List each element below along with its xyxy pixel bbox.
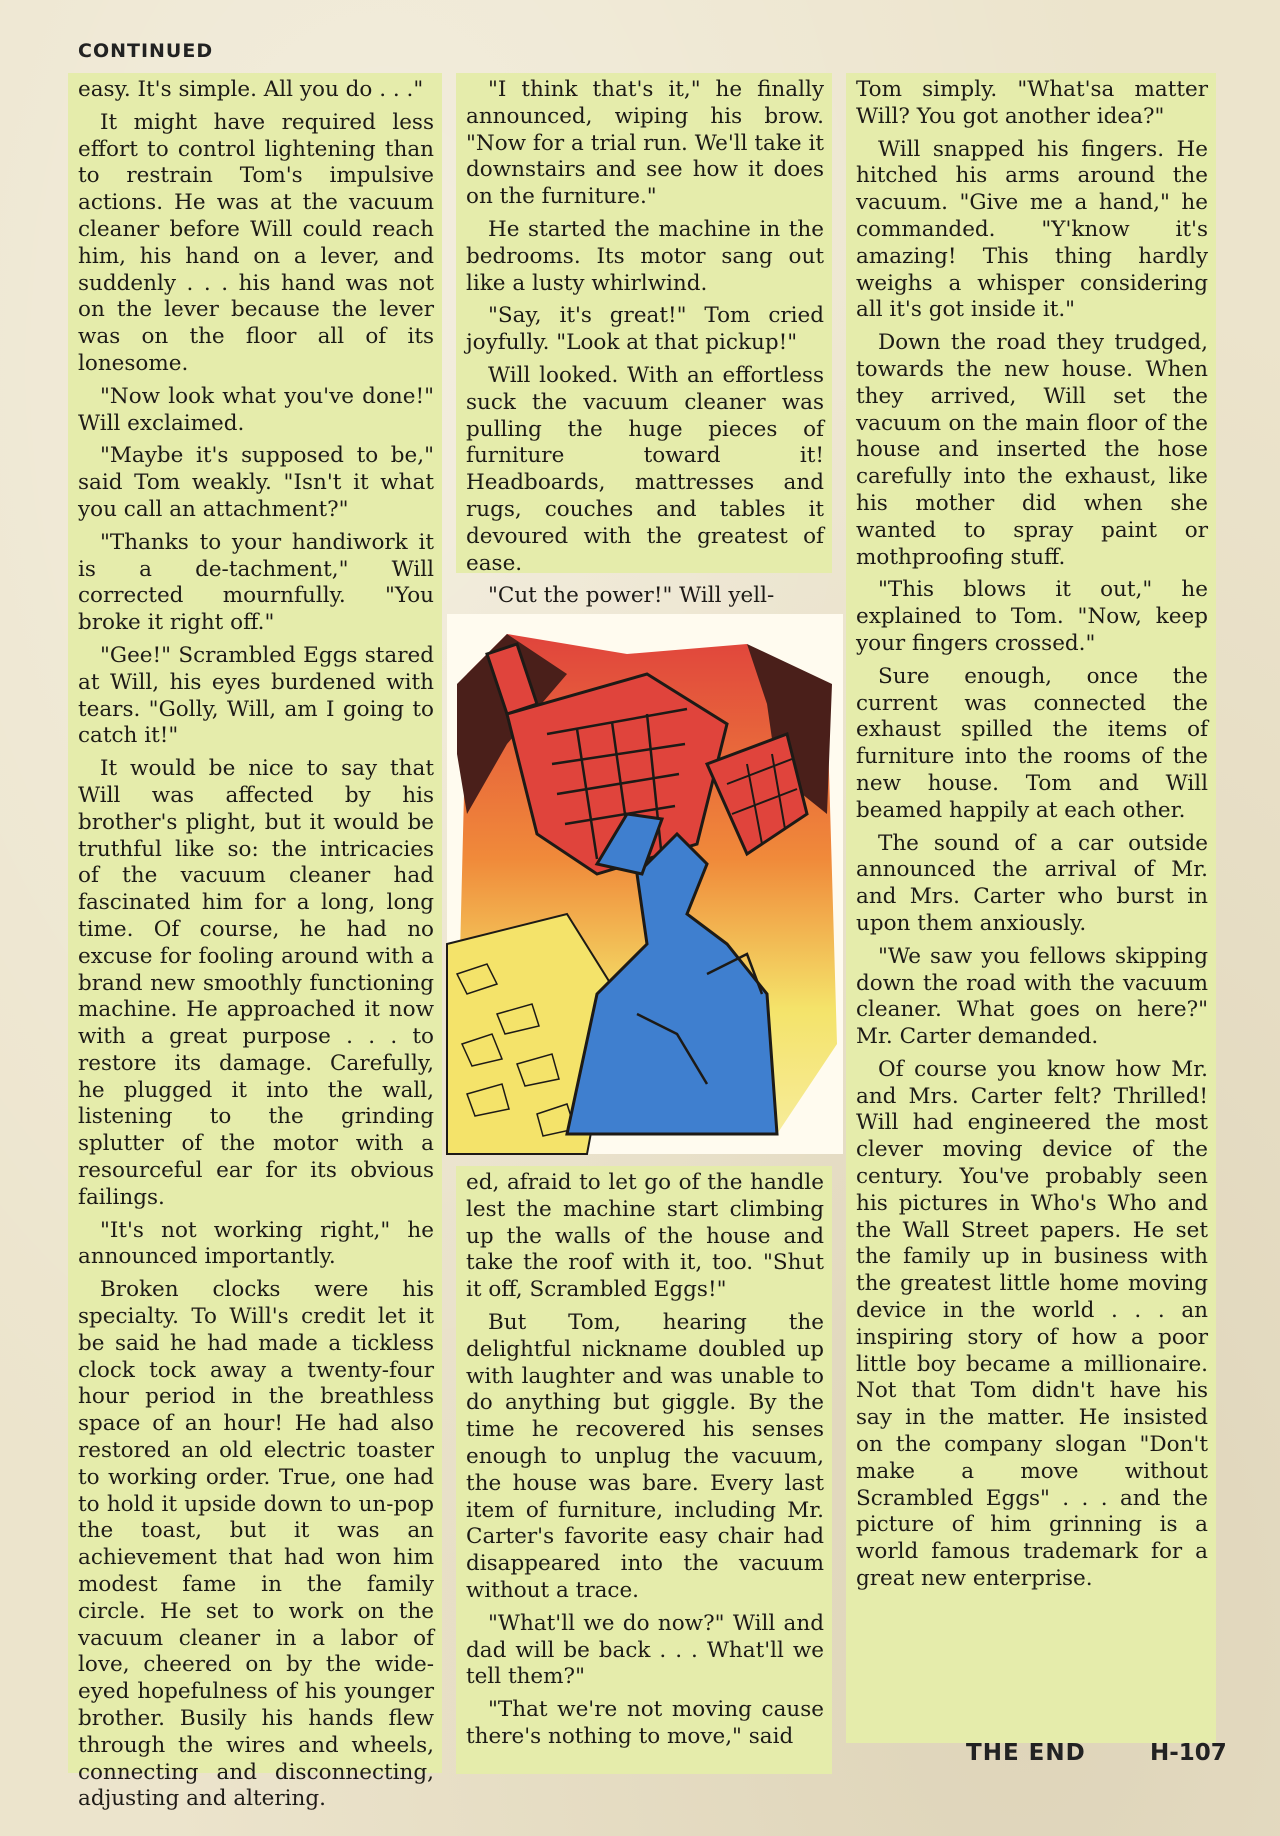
the-end-label: THE END: [966, 1740, 1086, 1766]
paragraph: "Maybe it's supposed to be," said Tom weakly. "Isn't it what you call an attachment?": [78, 443, 434, 522]
paragraph: Down the road they trudged, towards the new house. When they arrived, Will set the vacuum on the main floor of the house and inserted the hose carefully into the exhaust, like his mother did when she wanted to spray paint or mothproofing stuff.: [856, 330, 1208, 570]
paragraph: "That we're not moving cause there's nothing to move," said: [466, 1697, 824, 1749]
text-column-2-bottom: [456, 1166, 832, 1774]
paragraph: He started the machine in the bedrooms. Its motor sang out like a lusty whirlwind.: [466, 216, 824, 296]
illustration-art: [447, 614, 843, 1154]
paragraph: It might have required less effort to control lightening than to restrain Tom's impulsive actions. He was at the vacuum cleaner before Will could reach him, his hand on a lever, and suddenly . . . his hand was not on the lever because the lever was on the floor all of its lonesome.: [78, 109, 434, 376]
paragraph: It would be nice to say that Will was affected by his brother's plight, but it would be truthful like so: the intricacies of the vacuum cleaner had fascinated him for a long, long time. Of course, he had no excuse for fooling around with a brand new smoothly functioning machine. He approached it now with a great purpose . . . to restore its damage. Carefully, he plugged it into the wall, listening to the grinding splutter of the motor with a resourceful ear for its obvious failings.: [78, 756, 434, 1210]
paragraph: "Thanks to your handiwork it is a de-tachment," Will corrected mournfully. "You broke it right off.": [78, 529, 434, 636]
paragraph: "Gee!" Scrambled Eggs stared at Will, his eyes burdened with tears. "Golly, Will, am I going to catch it!": [78, 642, 434, 749]
paragraph: ed, afraid to let go of the handle lest the machine start climbing up the walls of the house and take the roof with it, too. "Shut it off, Scrambled Eggs!": [466, 1170, 824, 1303]
text-column-1: [68, 73, 442, 1812]
paragraph: "It's not working right," he announced importantly.: [78, 1217, 434, 1270]
paragraph: "We saw you fellows skipping down the road with the vacuum cleaner. What goes on here?" Mr. Carter demanded.: [856, 943, 1208, 1050]
comic-illustration: [447, 614, 843, 1154]
text-column-2-top: [456, 73, 832, 609]
paragraph: Tom simply. "What'sa matter Will? You got another idea?": [856, 77, 1208, 129]
continued-label: CONTINUED: [78, 40, 214, 62]
paragraph: Sure enough, once the current was connected the exhaust spilled the items of furniture into the rooms of the new house. Tom and Will beamed happily at each other.: [856, 663, 1208, 823]
paragraph: "This blows it out," he explained to Tom. "Now, keep your fingers crossed.": [856, 577, 1208, 656]
paragraph: But Tom, hearing the delightful nickname doubled up with laughter and was unable to do anything but giggle. By the time he recovered his senses enough to unplug the vacuum, the house was bare. Every last item of furniture, including Mr. Carter's favorite easy chair had disappeared into the vacuum without a trace.: [466, 1309, 824, 1603]
paragraph: The sound of a car outside announced the arrival of Mr. and Mrs. Carter who burst in upon them anxiously.: [856, 830, 1208, 936]
paragraph: Will snapped his fingers. He hitched his arms around the vacuum. "Give me a hand," he commanded. "Y'know it's amazing! This thing hardly weighs a whisper considering all it's got inside it.": [856, 136, 1208, 323]
paragraph: "I think that's it," he finally announced, wiping his brow. "Now for a trial run. We'll take it downstairs and see how it does on the furniture.": [466, 77, 824, 210]
paragraph: "Cut the power!" Will yell-: [488, 583, 775, 609]
paragraph: "Say, it's great!" Tom cried joyfully. "Look at that pickup!": [466, 303, 824, 356]
paragraph: "Now look what you've done!" Will exclaimed.: [78, 383, 434, 436]
page-number: H-107: [1150, 1740, 1227, 1766]
paragraph: "What'll we do now?" Will and dad will be back . . . What'll we tell them?": [466, 1610, 824, 1690]
text-column-3: [846, 73, 1216, 1743]
paragraph: easy. It's simple. All you do . . .": [78, 77, 424, 102]
paragraph: Broken clocks were his specialty. To Will's credit let it be said he had made a tickless clock tock away a twenty-four hour period in the breathless space of an hour! He had also restored an old electric toaster to working order. True, one had to hold it upside down to un-pop the toast, but it was an achievement that had won him modest fame in the family circle. He set to work on the vacuum cleaner in a labor of love, cheered on by the wide-eyed hopefulness of his younger brother. Busily his hands flew through the wires and wheels, connecting and disconnecting, adjusting and altering.: [78, 1277, 434, 1812]
paragraph: Will looked. With an effortless suck the vacuum cleaner was pulling the huge pieces of furniture toward it! Headboards, mattresses and rugs, couches and tables it devoured with the greatest of ease.: [466, 362, 824, 576]
paragraph: Of course you know how Mr. and Mrs. Carter felt? Thrilled! Will had engineered the most clever moving device of the century. You've probably seen his pictures in Who's Who and the Wall Street papers. He set the family up in business with the greatest little home moving device in the world . . . an inspiring story of how a poor little boy became a millionaire. Not that Tom didn't have his say in the matter. He insisted on the company slogan "Don't make a move without Scrambled Eggs" . . . and the picture of him grinning is a world famous trademark for a great new enterprise.: [856, 1056, 1208, 1592]
